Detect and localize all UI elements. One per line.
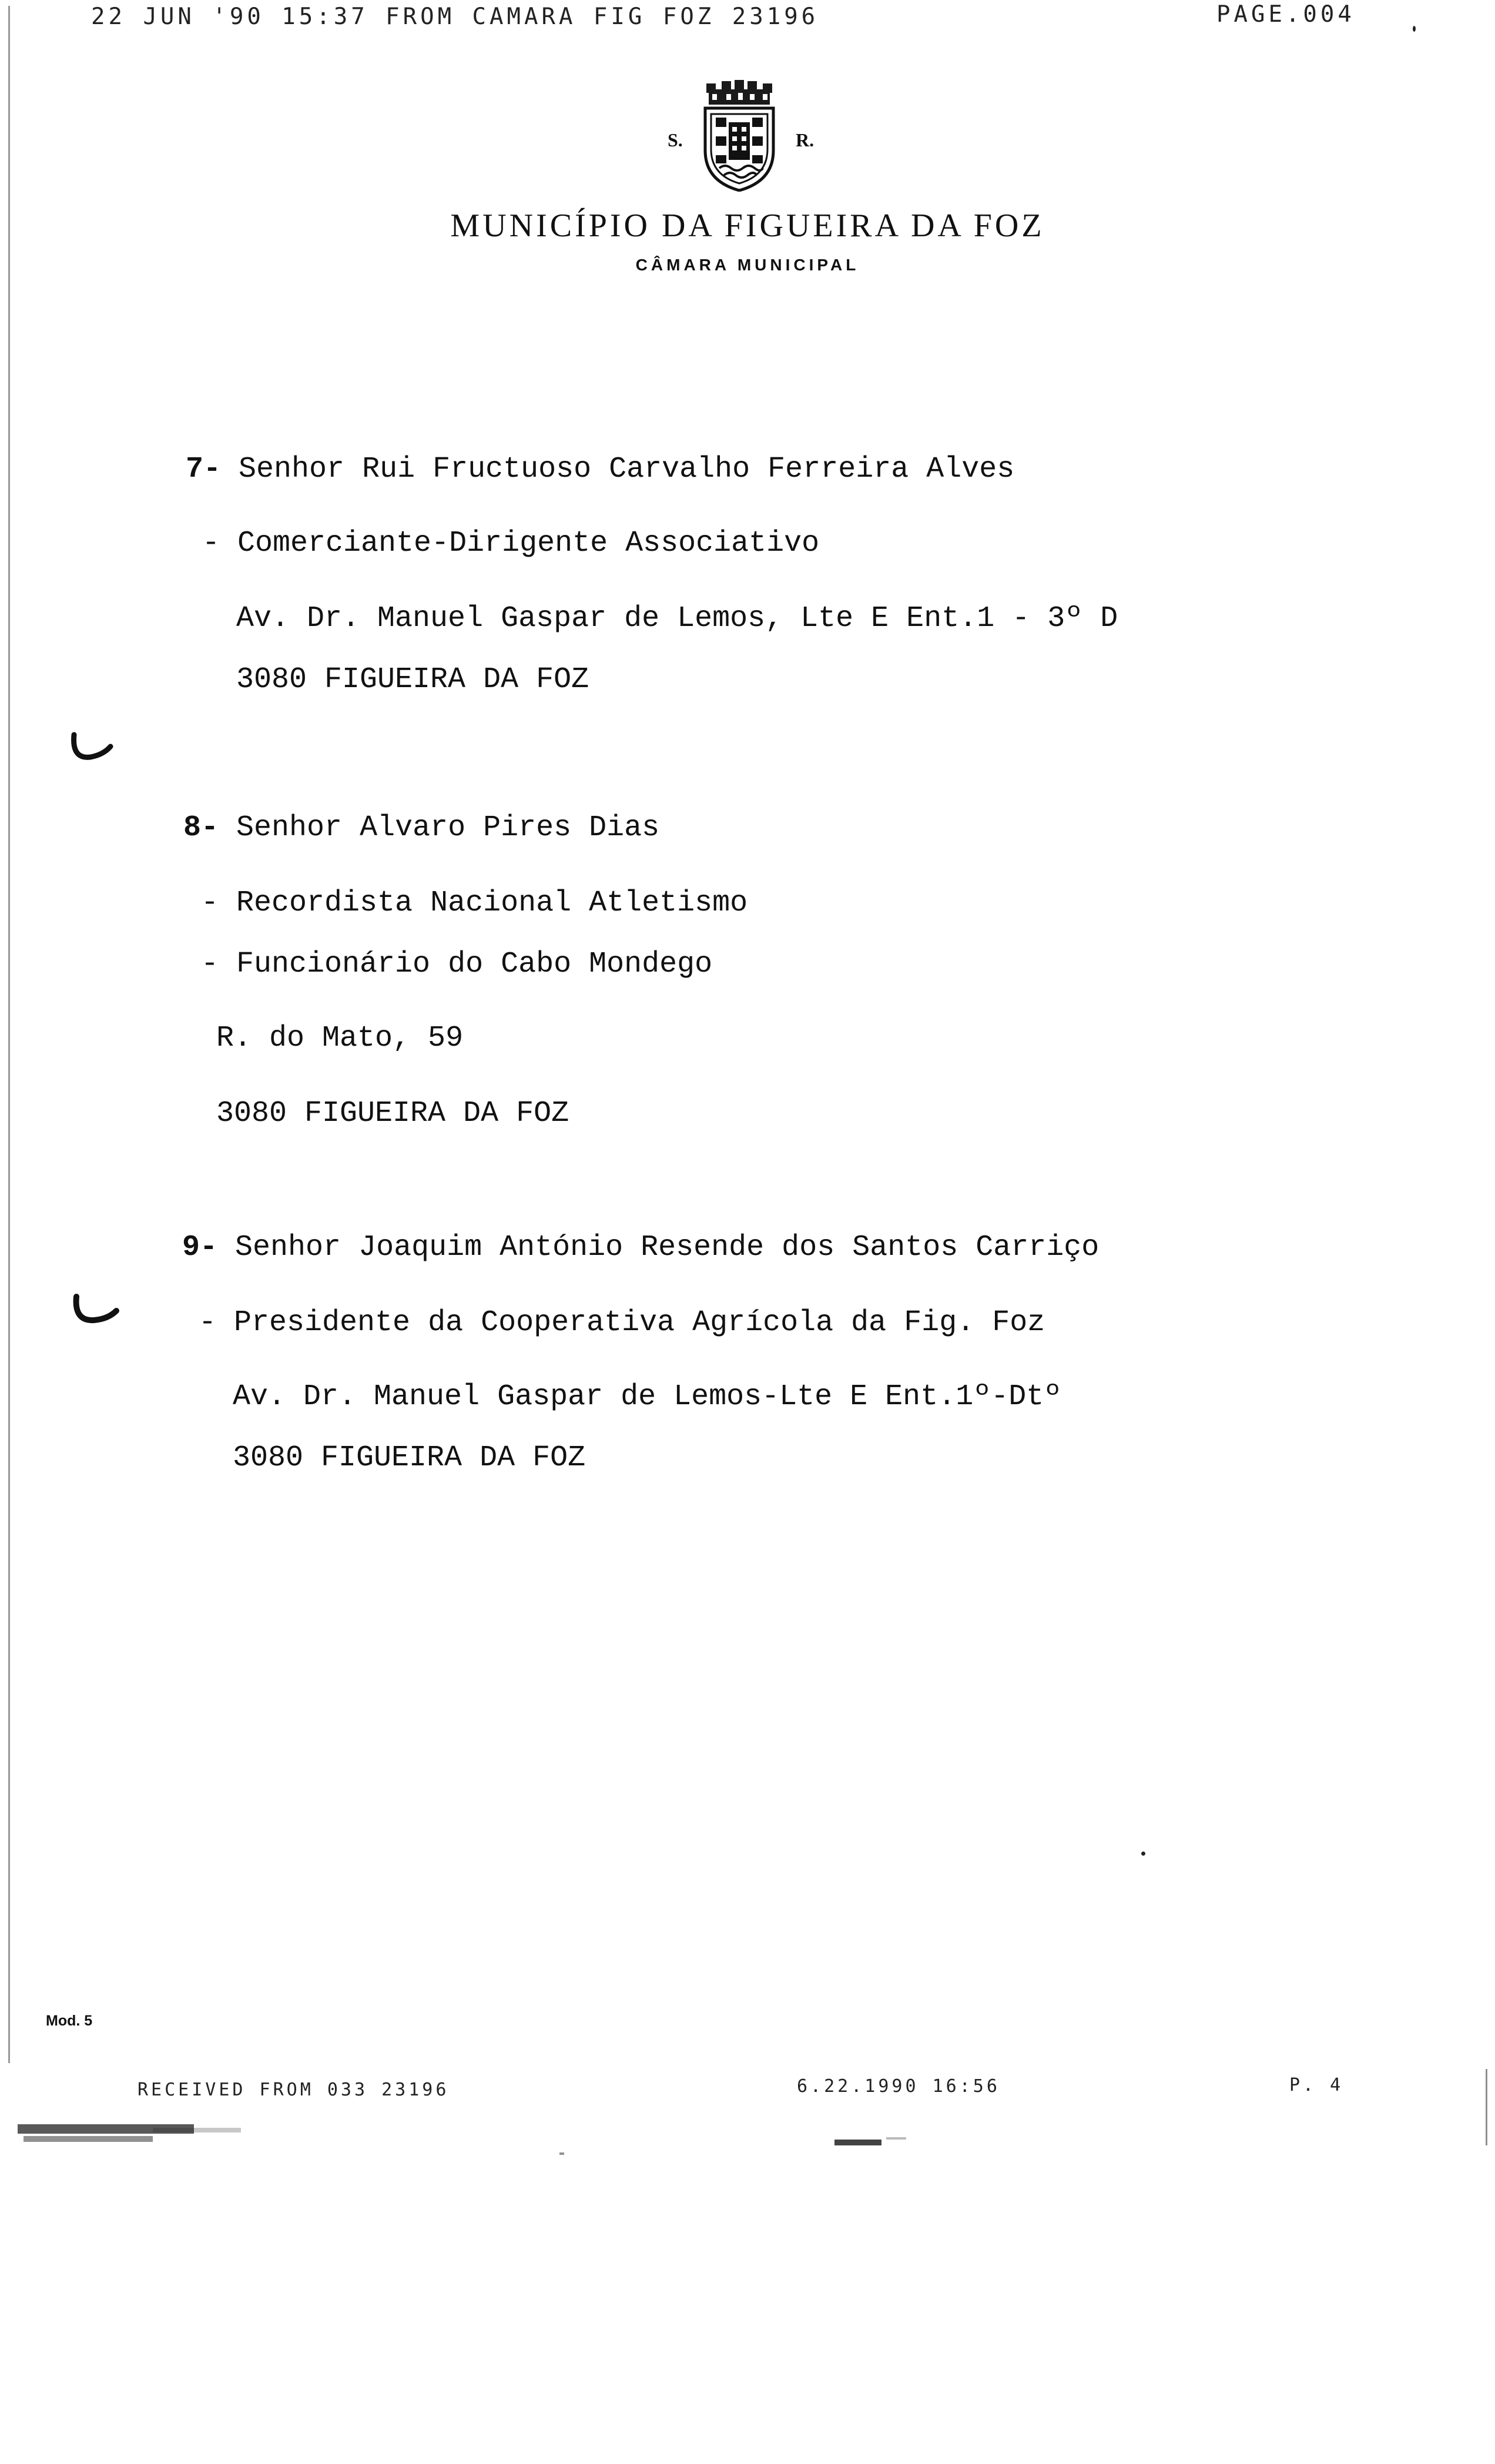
checkmark-icon: [68, 730, 115, 765]
entry-address: Av. Dr. Manuel Gaspar de Lemos-Lte E Ent.1º-Dtº: [233, 1380, 1062, 1414]
entry-role: - Funcionário do Cabo Mondego: [201, 948, 713, 981]
entry-number: 8-: [183, 811, 219, 845]
entry-name: Senhor Alvaro Pires Dias: [236, 811, 660, 845]
entry-role: - Presidente da Cooperativa Agrícola da Fig. Foz: [199, 1306, 1045, 1340]
fax-header-page: PAGE.004: [1216, 1, 1355, 28]
received-page: P. 4: [1289, 2075, 1344, 2095]
entry-address: Av. Dr. Manuel Gaspar de Lemos, Lte E Ent.1 - 3º D: [236, 602, 1118, 635]
received-datetime: 6.22.1990 16:56: [797, 2076, 1000, 2097]
letterhead-crest: [668, 80, 826, 197]
scan-noise: [153, 2128, 241, 2132]
entry-role: - Comerciante-Dirigente Associativo: [202, 527, 820, 560]
entry-heading: [183, 811, 659, 845]
entry-city: 3080 FIGUEIRA DA FOZ: [233, 1441, 586, 1475]
speck: [1413, 26, 1416, 32]
entry-name: Senhor Rui Fructuoso Carvalho Ferreira Alves: [239, 453, 1015, 486]
scan-noise: [559, 2152, 564, 2155]
coat-of-arms-icon: [698, 80, 780, 192]
entry-city: 3080 FIGUEIRA DA FOZ: [236, 663, 589, 697]
entry-name: Senhor Joaquim António Resende dos Santos Carriço: [235, 1231, 1100, 1264]
entry-number: 9-: [182, 1231, 218, 1264]
form-code: Mod. 5: [46, 2013, 93, 2029]
scan-noise: [834, 2140, 881, 2145]
left-edge-scan-line: [8, 6, 10, 2063]
council-subtitle: CÂMARA MUNICIPAL: [635, 256, 860, 274]
received-from: RECEIVED FROM 033 23196: [138, 2080, 450, 2100]
speck: [1141, 1852, 1145, 1856]
entry-heading: [186, 453, 1014, 486]
entry-address: R. do Mato, 59: [216, 1022, 464, 1055]
scan-noise: [886, 2137, 906, 2140]
entry-city: 3080 FIGUEIRA DA FOZ: [216, 1097, 569, 1130]
entry-number: 7-: [186, 453, 222, 486]
crest-letter-r: R.: [796, 129, 814, 150]
entry-role: - Recordista Nacional Atletismo: [201, 886, 748, 920]
scan-noise: [24, 2136, 153, 2142]
entry-heading: [182, 1231, 1099, 1264]
fax-header-left: 22 JUN '90 15:37 FROM CAMARA FIG FOZ 23196: [91, 4, 819, 30]
municipality-title: MUNICÍPIO DA FIGUEIRA DA FOZ: [450, 207, 1045, 244]
right-edge-scan-line: [1486, 2069, 1487, 2145]
checkmark-icon: [71, 1293, 123, 1328]
crest-letter-s: S.: [668, 129, 683, 150]
